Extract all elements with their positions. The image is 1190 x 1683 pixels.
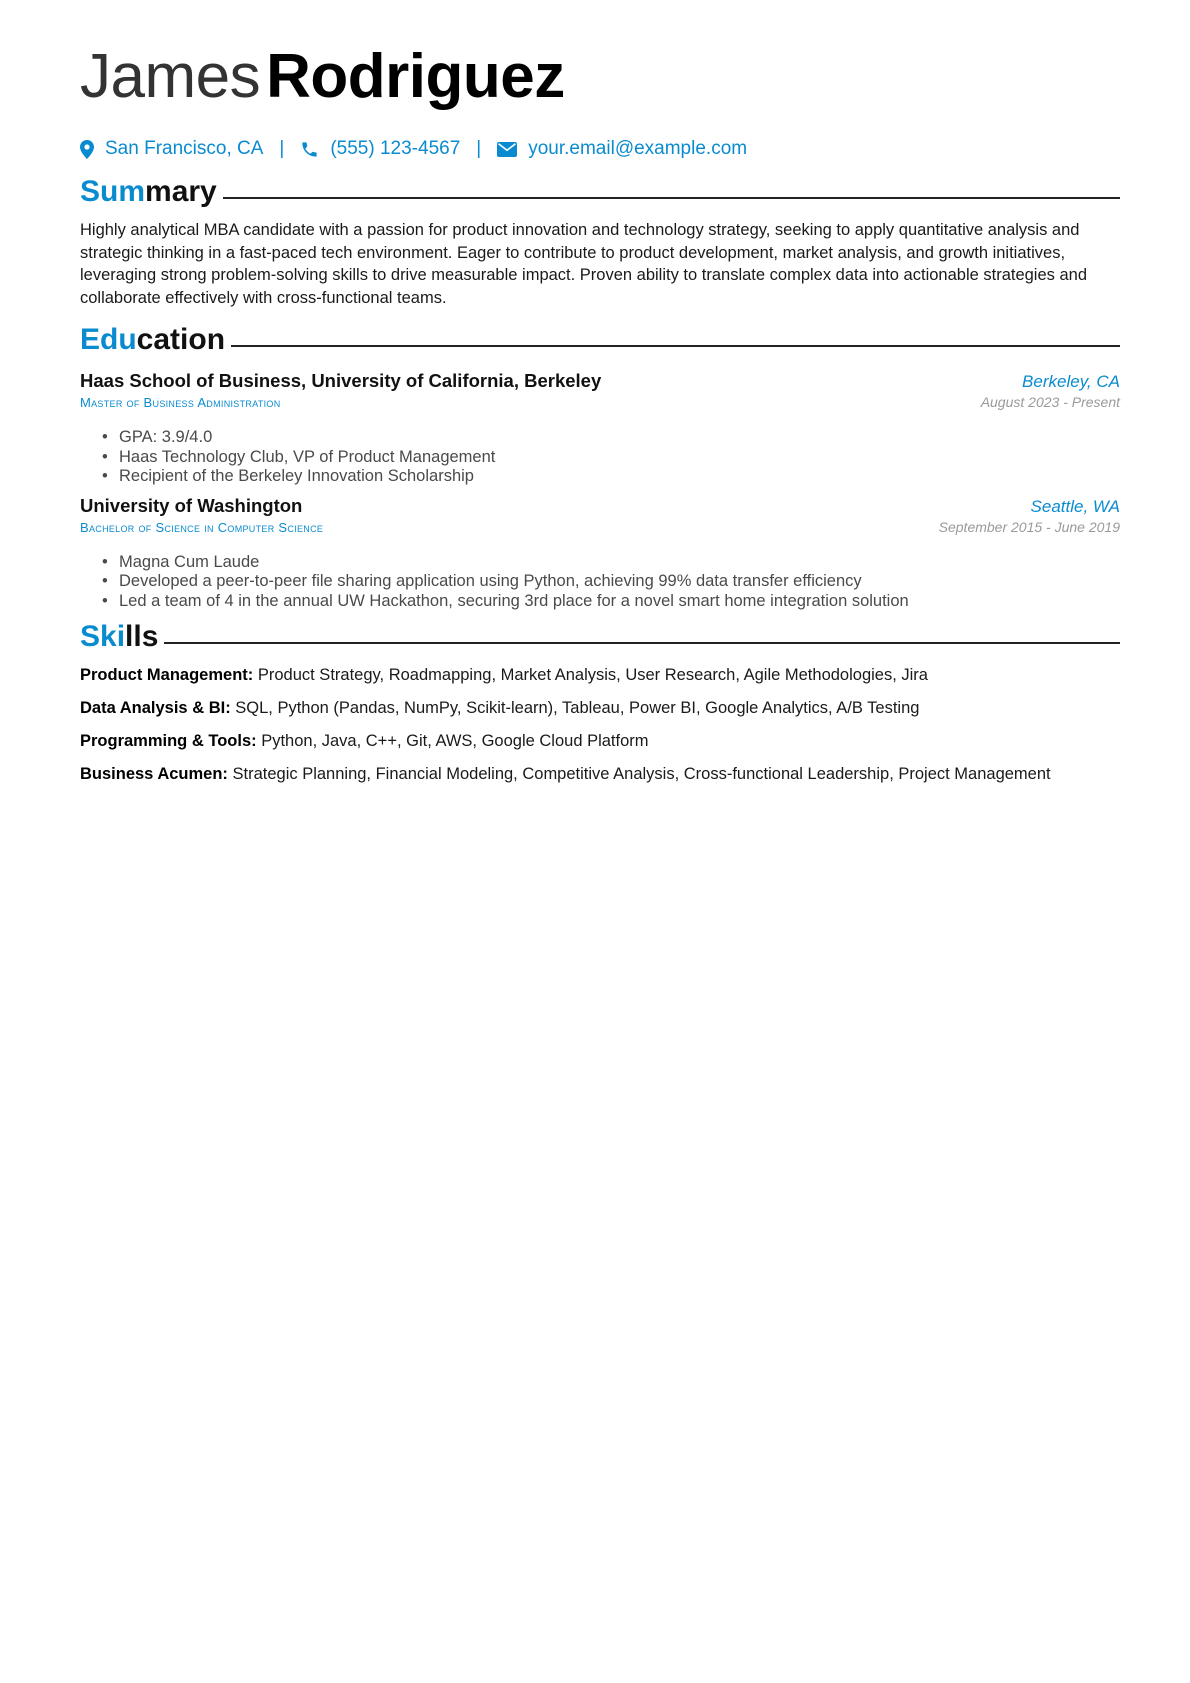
degree-name: Master of Business Administration: [80, 395, 281, 410]
skill-values: Python, Java, C++, Git, AWS, Google Cloud Platform: [261, 732, 649, 750]
summary-text: Highly analytical MBA candidate with a passion for product innovation and technology strategy, seeking to apply quantitative analysis and strategic thinking in a fast-paced tech environment. Eager to contribute to product development, market analysis, and growth initiatives, leveraging strong problem-solving skills to drive measurable impact. Proven ability to translate complex data into actionable strategies and collaborate effectively with cross-functional teams.: [80, 221, 1088, 307]
education-dates: August 2023 - Present: [980, 394, 1120, 410]
contact-separator: |: [476, 138, 482, 159]
school-name: University of Washington: [80, 494, 303, 516]
education-highlights: [80, 428, 1120, 487]
skill-values: SQL, Python (Pandas, NumPy, Scikit-learn), Tableau, Power BI, Google Analytics, A/B Testing: [235, 699, 920, 717]
skills-list: [80, 664, 1120, 785]
list-item: • Haas Technology Club, VP of Product Management: [102, 448, 1120, 468]
summary-title: [80, 174, 217, 210]
summary-title-accent: Sum: [80, 175, 146, 208]
school-location: Seattle, WA: [1030, 496, 1120, 516]
education-title-rest: cation: [136, 323, 226, 356]
skills-title-rest: lls: [125, 620, 159, 653]
education-title: [80, 322, 225, 358]
skill-row: [80, 664, 1120, 686]
contact-phone[interactable]: [300, 138, 460, 160]
list-item: • Led a team of 4 in the annual UW Hackathon, securing 3rd place for a novel smart home integration solution: [102, 592, 1120, 612]
phone-text: (555) 123-4567: [330, 138, 461, 159]
skill-values: Product Strategy, Roadmapping, Market Analysis, User Research, Agile Methodologies, Jira: [257, 666, 928, 684]
skill-row: [80, 763, 1120, 785]
education-title-accent: Edu: [80, 323, 137, 356]
degree-name: Bachelor of Science in Computer Science: [80, 519, 324, 535]
email-link: your.email@example.com: [528, 138, 748, 159]
contact-email[interactable]: [497, 138, 747, 160]
summary-title-rest: mary: [145, 175, 217, 208]
map-marker-icon: [80, 140, 94, 159]
skill-row: [80, 697, 1120, 719]
location-text: San Francisco, CA: [105, 138, 264, 159]
skills-title: [80, 619, 158, 655]
phone-icon: [300, 140, 319, 159]
envelope-icon: [497, 142, 517, 157]
first-name: James: [80, 42, 261, 111]
skill-row: [80, 730, 1120, 752]
contact-separator: |: [279, 138, 285, 159]
education-dates: September 2015 - June 2019: [938, 518, 1120, 535]
school-name: Haas School of Business, University of California, Berkeley: [80, 370, 602, 391]
skills-title-accent: Ski: [80, 620, 126, 653]
skill-category: Data Analysis & BI:: [80, 699, 236, 717]
resume-page: [80, 40, 1120, 796]
school-location: Berkeley, CA: [1022, 372, 1120, 391]
candidate-name: [80, 40, 1120, 114]
list-item: • Recipient of the Berkeley Innovation Scholarship: [102, 467, 1120, 487]
skills-heading: [80, 619, 1120, 655]
section-divider: [223, 197, 1120, 199]
list-item: • Developed a peer-to-peer file sharing application using Python, achieving 99% data transfer efficiency: [102, 572, 1120, 592]
summary-heading: [80, 174, 1120, 210]
skill-values: Strategic Planning, Financial Modeling, Competitive Analysis, Cross-functional Leadership, Project Management: [232, 765, 1051, 783]
education-entry: [80, 370, 1120, 487]
education-highlights: [80, 553, 1120, 612]
section-divider: [164, 642, 1120, 644]
contact-location: [80, 138, 263, 160]
skill-category: Programming & Tools:: [80, 732, 262, 750]
education-entry: [80, 495, 1120, 612]
section-divider: [231, 345, 1120, 347]
education-heading: [80, 322, 1120, 358]
list-item: • Magna Cum Laude: [102, 553, 1120, 573]
skill-category: Product Management:: [80, 666, 258, 684]
contact-bar: [80, 136, 1120, 162]
list-item: • GPA: 3.9/4.0: [102, 428, 1120, 448]
skill-category: Business Acumen:: [80, 765, 233, 783]
last-name: Rodriguez: [266, 42, 565, 111]
